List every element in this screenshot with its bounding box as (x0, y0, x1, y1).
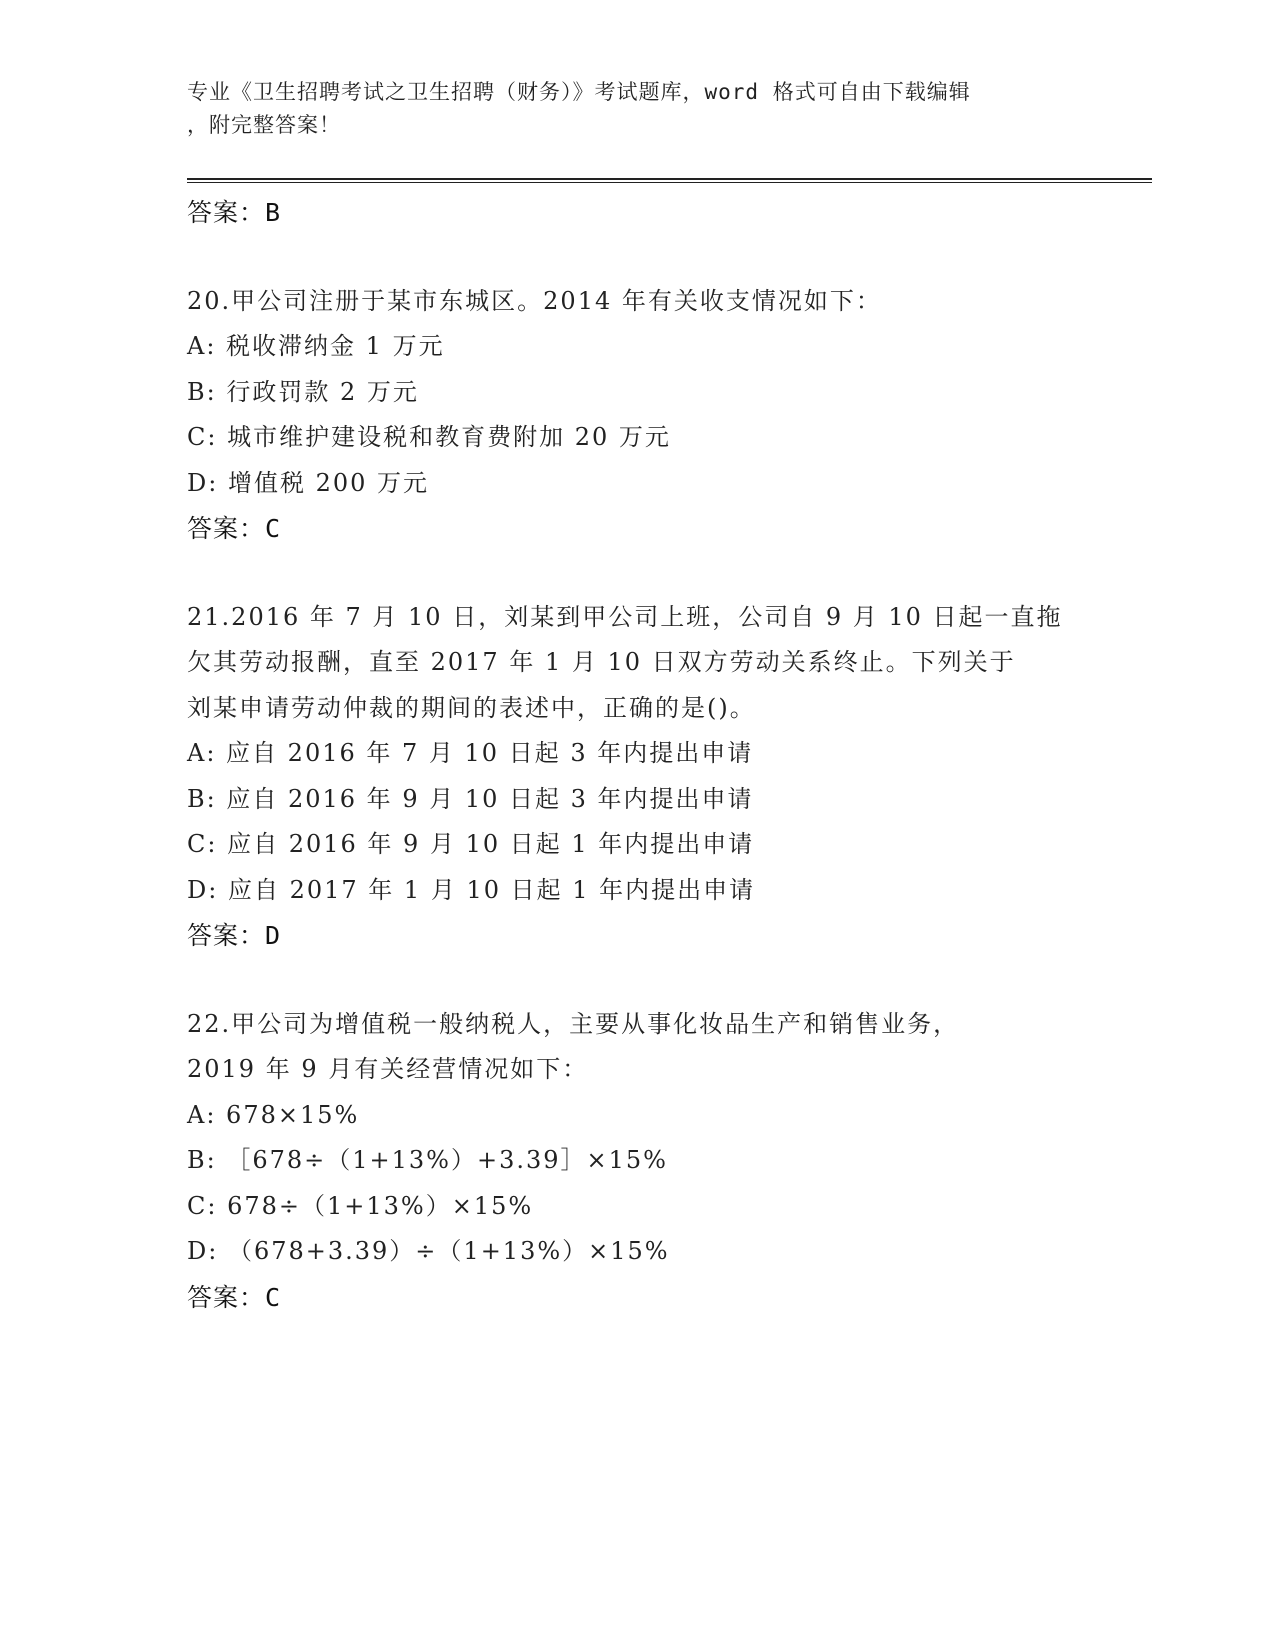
spacer (187, 959, 1087, 1002)
question-stem: 22.甲公司为增值税一般纳税人，主要从事化妆品生产和销售业务， (187, 1009, 960, 1038)
option-d: D: （678+3.39）÷（1+13%）×15% (187, 1237, 670, 1265)
header-line-1: 专业《卫生招聘考试之卫生招聘（财务）》考试题库，word 格式可自由下载编辑 (187, 80, 971, 104)
question-block-22 (187, 1002, 1087, 1321)
question-stem: 刘某申请劳动仲裁的期间的表述中，正确的是()。 (187, 693, 756, 722)
option-d: D: 应自 2017 年 1 月 10 日起 1 年内提出申请 (187, 875, 756, 904)
question-block-20 (187, 279, 1087, 552)
question-stem: 2019 年 9 月有关经营情况如下： (187, 1055, 589, 1083)
header-line-2: ，附完整答案！ (187, 113, 341, 137)
option-c: C: 应自 2016 年 9 月 10 日起 1 年内提出申请 (187, 830, 755, 858)
header-divider-thin (187, 182, 1152, 183)
question-content (187, 190, 1087, 1320)
question-stem: 欠其劳动报酬，直至 2017 年 1 月 10 日双方劳动关系终止。下列关于 (187, 648, 1016, 676)
option-d: D: 增值税 200 万元 (187, 468, 430, 497)
spacer (187, 236, 1087, 279)
previous-answer: 答案：B (187, 198, 282, 227)
spacer (187, 552, 1087, 595)
question-stem: 21.2016 年 7 月 10 日，刘某到甲公司上班，公司自 9 月 10 日起一直拖 (187, 602, 1063, 631)
option-a: A: 税收滞纳金 1 万元 (187, 332, 445, 360)
header-divider (187, 178, 1152, 180)
answer: 答案：C (187, 514, 282, 543)
option-b: B: 行政罚款 2 万元 (187, 377, 419, 406)
answer: 答案：D (187, 921, 282, 950)
option-c: C: 678÷（1+13%）×15% (187, 1191, 534, 1220)
option-b: B: ［678÷（1+13%）+3.39］×15% (187, 1146, 668, 1174)
option-b: B: 应自 2016 年 9 月 10 日起 3 年内提出申请 (187, 784, 754, 813)
document-header (187, 76, 1087, 142)
answer: 答案：C (187, 1282, 282, 1312)
option-a: A: 应自 2016 年 7 月 10 日起 3 年内提出申请 (187, 739, 754, 767)
question-stem: 20.甲公司注册于某市东城区。2014 年有关收支情况如下： (187, 286, 882, 315)
option-c: C: 城市维护建设税和教育费附加 20 万元 (187, 423, 671, 451)
question-block-21 (187, 595, 1087, 959)
option-a: A: 678×15% (187, 1100, 360, 1129)
